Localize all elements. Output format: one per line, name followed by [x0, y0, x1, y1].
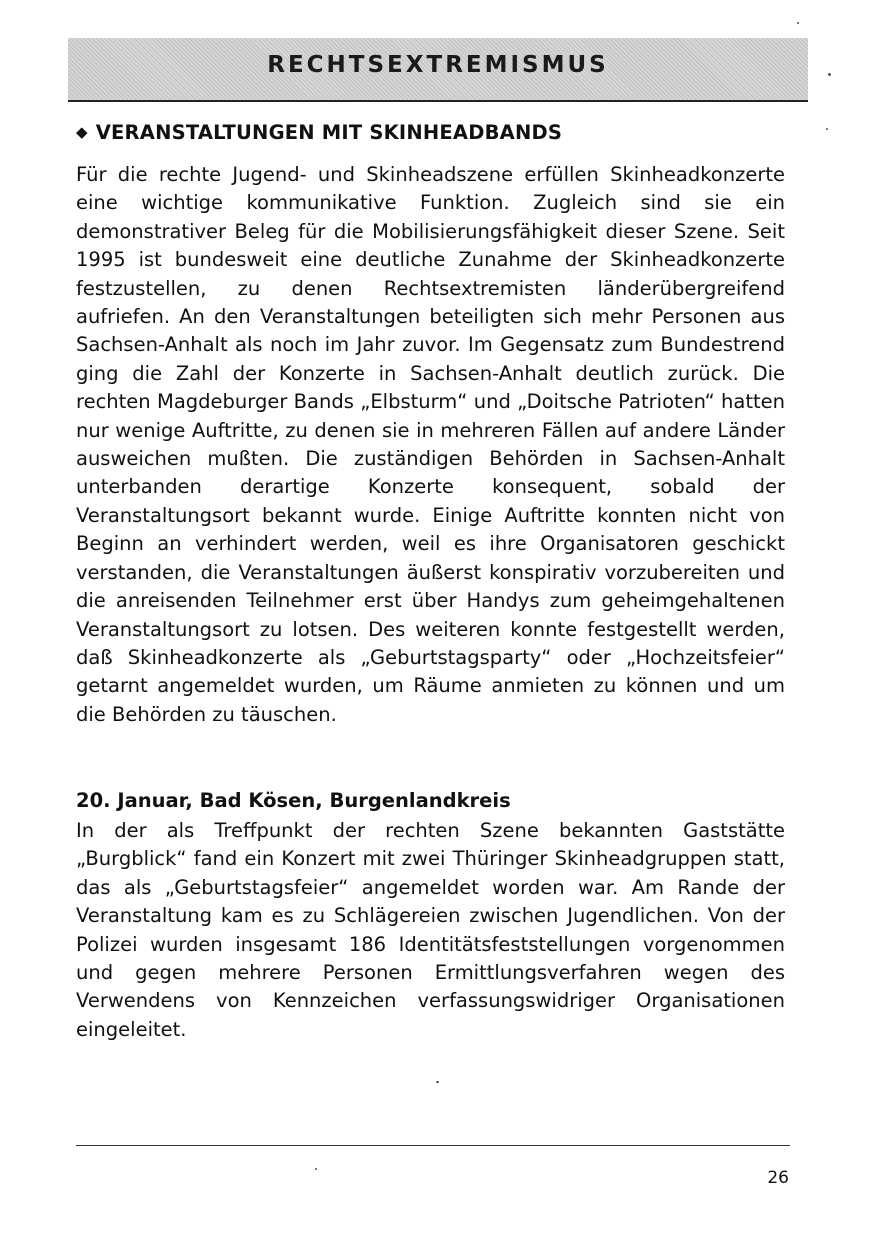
- event-heading: 20. Januar, Bad Kösen, Burgenlandkreis: [76, 789, 511, 812]
- scan-speck: [826, 128, 828, 130]
- footer-divider: [76, 1145, 790, 1146]
- scan-speck: [797, 22, 799, 24]
- header-divider: [68, 100, 808, 102]
- section-heading-text: VERANSTALTUNGEN MIT SKINHEADBANDS: [95, 121, 563, 144]
- event-paragraph: In der als Treffpunkt der rechten Szene bekannten Gaststätte „Burgblick“ fand ein Konzert mit zwei Thüringer Skinheadgruppen statt, das als „Geburtstagsfeier“ angemeldet worden war. Am Rande der Veranstaltung kam es zu Schlägereien zwischen Jugendlichen. Von der Polizei wurden insgesamt 186 Identitätsfeststellungen vorgenommen und gegen mehrere Personen Ermittlungsverfahren wegen des Verwendens von Kennzeichen verfassungswidriger Organisationen eingeleitet.: [76, 819, 785, 1041]
- page-number: 26: [767, 1168, 789, 1188]
- section-heading: [76, 121, 562, 144]
- scan-speck: [828, 73, 831, 76]
- page-header-title: RECHTSEXTREMISMUS: [267, 52, 609, 78]
- scan-speck: [315, 1168, 317, 1170]
- section-paragraph: Für die rechte Jugend- und Skinheadszene erfüllen Skinheadkonzerte eine wichtige kommunikative Funktion. Zugleich sind sie ein demonstrativer Beleg für die Mobilisierungsfähigkeit dieser Szene. Seit 1995 ist bundesweit eine deutliche Zunahme der Skinheadkonzerte festzustellen, zu denen Rechtsextremisten länderübergreifend aufriefen. An den Veranstaltungen beteiligten sich mehr Personen aus Sachsen-Anhalt als noch im Jahr zuvor. Im Gegensatz zum Bundestrend ging die Zahl der Konzerte in Sachsen-Anhalt deutlich zurück. Die rechten Magdeburger Bands „Elbsturm“ und „Doitsche Patrioten“ hatten nur wenige Auftritte, zu denen sie in mehreren Fällen auf andere Länder ausweichen mußten. Die zuständigen Behörden in Sachsen-Anhalt unterbanden derartige Konzerte konsequent, sobald der Veranstaltungsort bekannt wurde. Einige Auftritte konnten nicht von Beginn an verhindert werden, weil es ihre Organisatoren geschickt verstanden, die Veranstaltungen äußerst konspirativ vorzubereiten und die anreisenden Teilnehmer erst über Handys zum geheimgehaltenen Veranstaltungsort zu lotsen. Des weiteren konnte festgestellt werden, daß Skinheadkonzerte als „Geburtstagsparty“ oder „Hochzeitsfeier“ getarnt angemeldet wurden, um Räume anmieten zu können und um die Behörden zu täuschen.: [76, 163, 785, 726]
- scan-speck: [436, 1081, 439, 1083]
- diamond-bullet-icon: ◆: [76, 123, 88, 141]
